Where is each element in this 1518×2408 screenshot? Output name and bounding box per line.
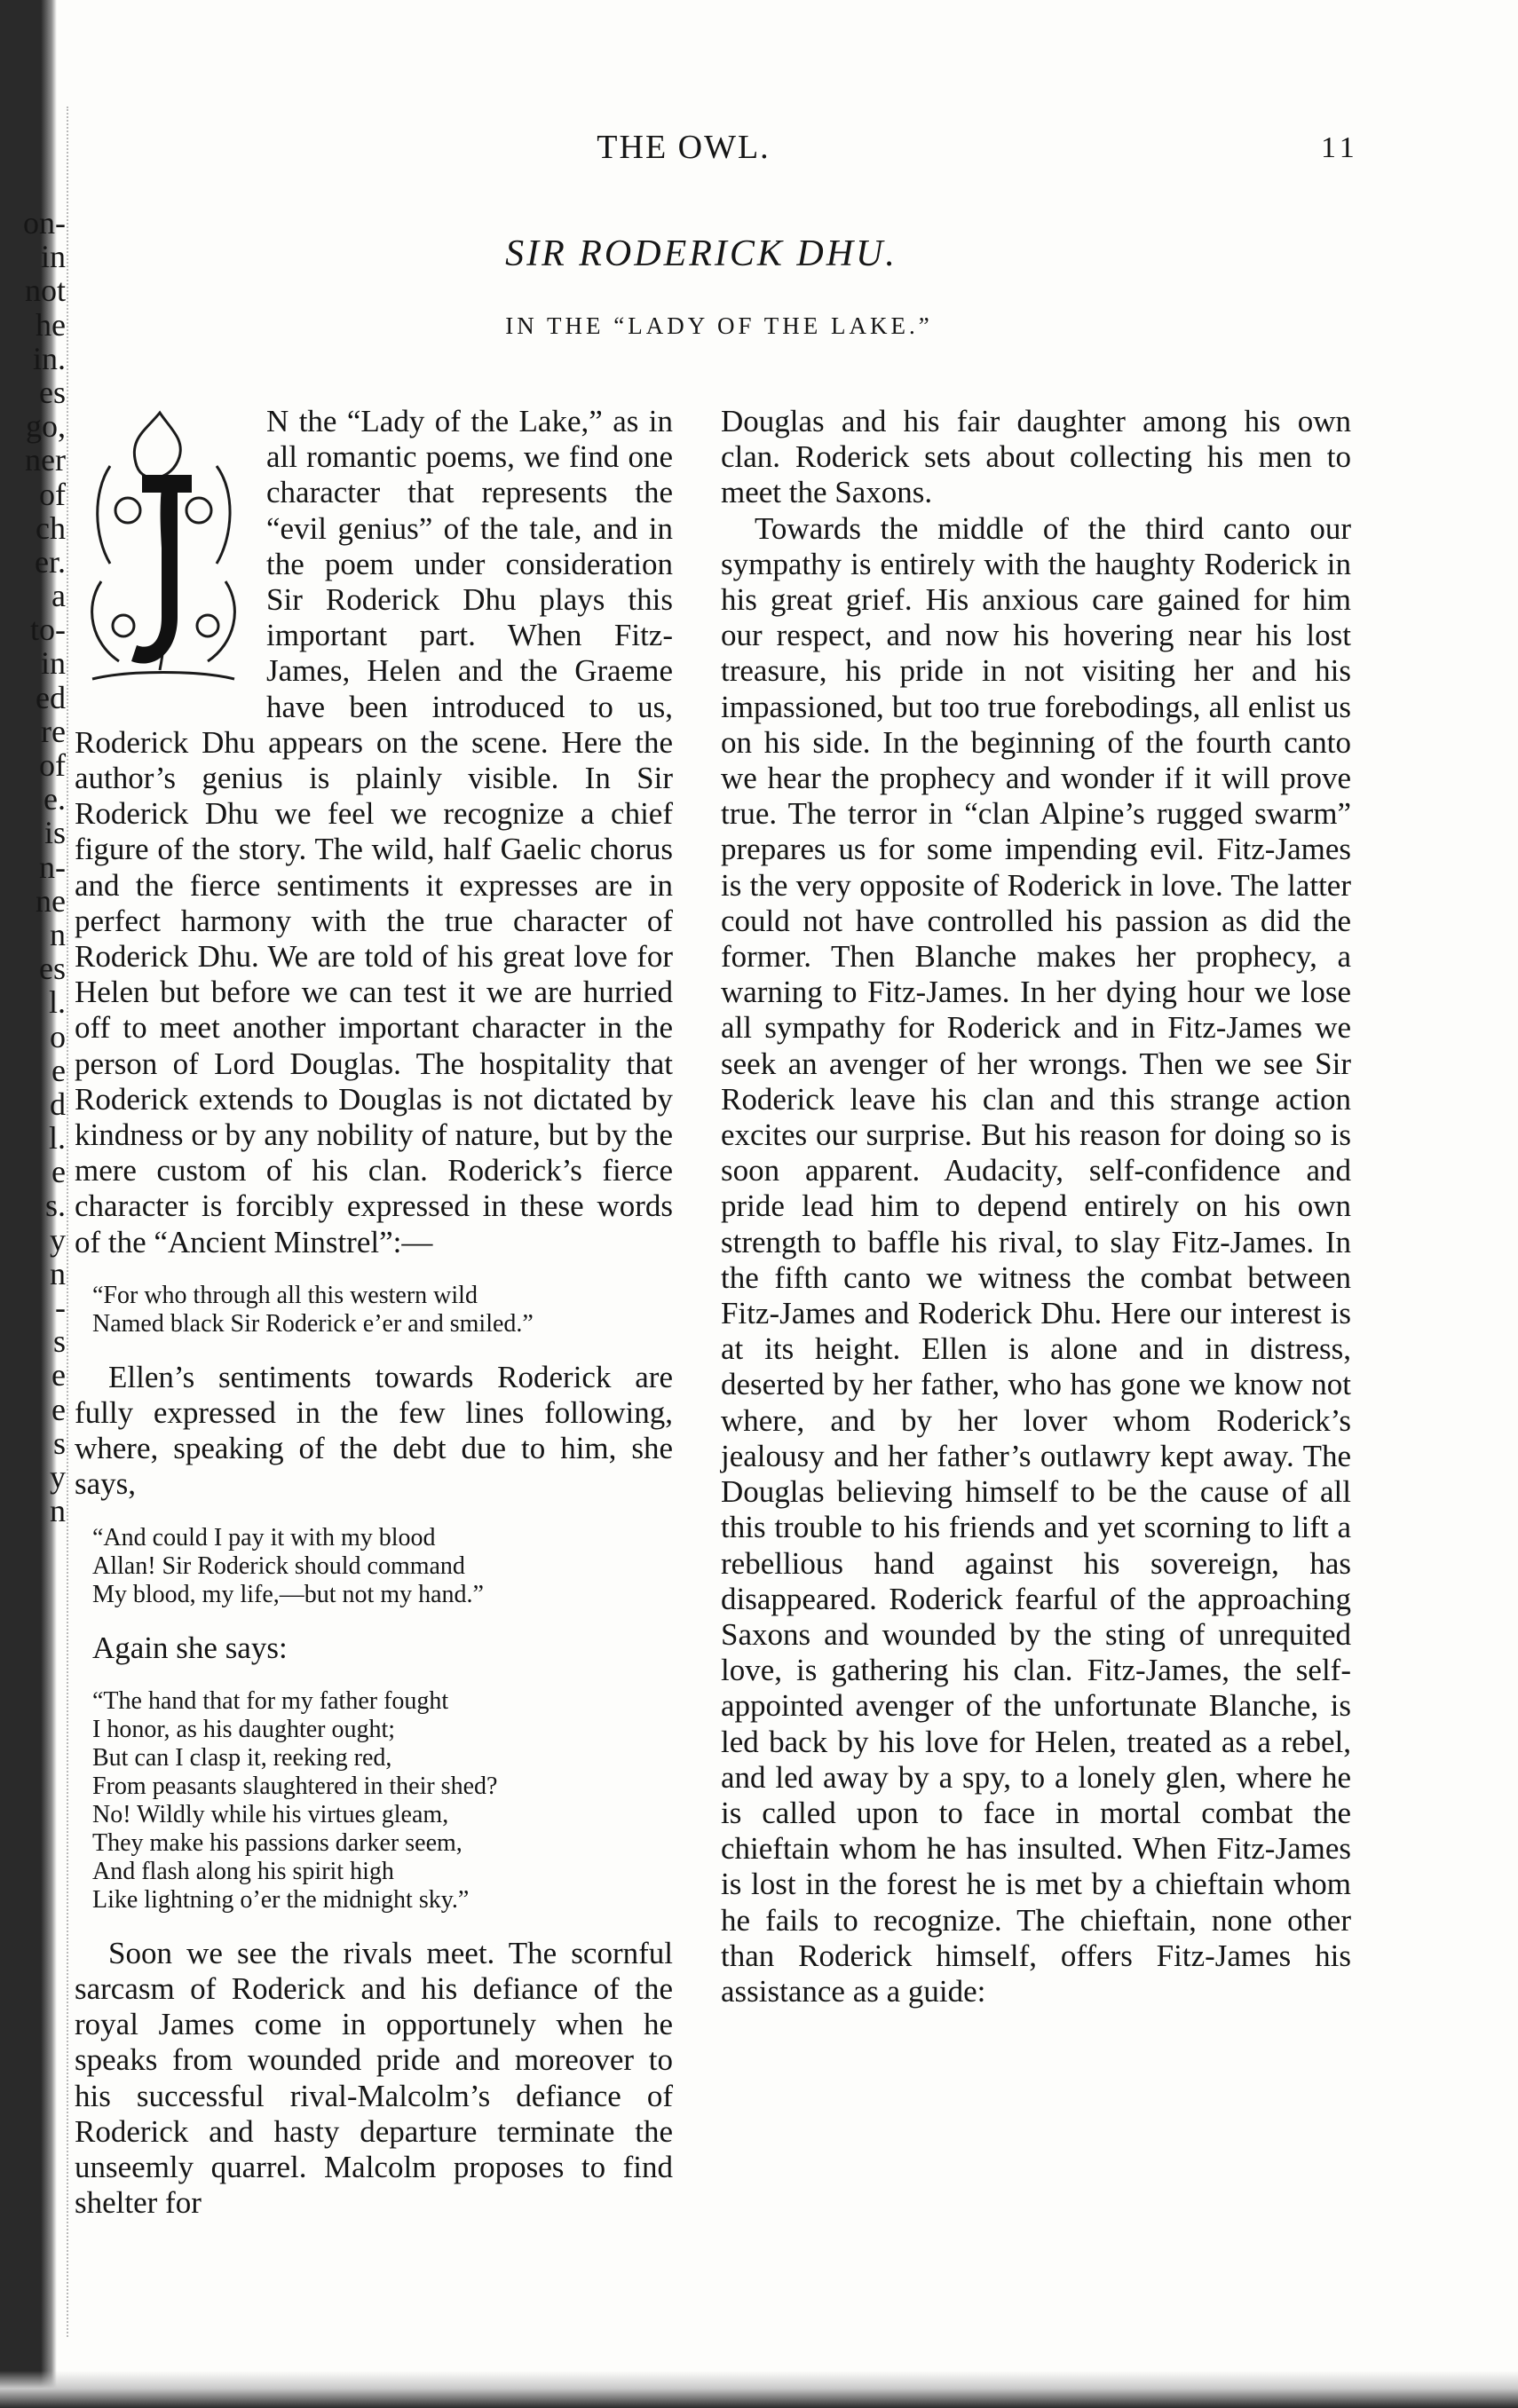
fragment-line: n- [39, 849, 66, 885]
fragment-line: - [55, 1290, 66, 1325]
article-title: SIR RODERICK DHU. [505, 233, 897, 274]
verse-quote-2 [92, 1524, 673, 1609]
running-head: THE OWL. [597, 129, 771, 166]
fragment-line: l. [48, 1120, 66, 1157]
fragment-line: in. [32, 340, 66, 376]
fragment-line: s [52, 1425, 66, 1461]
fragment-line: e [51, 1391, 66, 1427]
verse-line: My blood, my life,—but not my hand.” [92, 1580, 484, 1608]
verse-line: I honor, as his daughter ought; [92, 1715, 396, 1743]
fragment-line: es [39, 374, 66, 410]
fragment-line: y [50, 1221, 66, 1258]
verse-line: Named black Sir Roderick e’er and smiled.” [92, 1309, 534, 1338]
paragraph: Douglas and his fair daughter among his own clan. Roderick sets about collecting his men to meet the Saxons. [721, 404, 1351, 510]
paragraph: Towards the middle of the third canto our sympathy is entirely with the haughty Roderick in his great grief. His anxious care gained for him our respect, and now his hovering near his lost treasure, his pride in not visiting her and his impassioned, but too true forebodings, all enlist us on his side. In the beginning of the fourth canto we hear the prophecy and wonder if it will prove true. The terror in “clan Alpine’s rugged swarm” prepares us for some impending evil. Fitz-James is the very opposite of Roderick in love. The latter could not have controlled his passion as did the former. Then Blanche makes her prophecy, a warning to Fitz-James. In her dying hour we lose all sympathy for Roderick and in Fitz-James we seek an avenger of her wrongs. Then we see Sir Roderick leave his clan and this strange action excites our surprise. But his reason for doing so is soon apparent. Audacity, self-confidence and pride lead him to depend entirely on his own strength to baffle his rival, to slay Fitz-James. In the fifth canto we witness the combat between Fitz-James and Roderick Dhu. Here our interest is at its height. Ellen is alone and in distress, deserted by her father, who has gone we know not where, and by her lover whom Roderick’s jealousy and her father’s outlawry kept away. The Douglas believing himself to be the cause of all this trouble to his friends and yet scorning to lift a rebellious hand against his sovereign, has disappeared. Roderick fearful of the approaching Saxons and wounded by the sting of unrequited love, is gathering his clan. Fitz-James, the self-appointed avenger of the unfortunate Blanche, is led back by his love for Helen, treated as a rebel, and led away by a spy, to a lonely glen, where he is called upon to face in mortal combat the chieftain whom he has insulted. When Fitz-James is lost in the forest he is met by a chieftain whom he fails to recognize. The chieftain, none other than Roderick himself, offers Fitz-James his assistance as a guide: [721, 510, 1351, 2009]
fragment-line: is [43, 815, 66, 851]
verse-line: “For who through all this western wild [92, 1281, 478, 1309]
fragment-line: s [52, 1323, 66, 1360]
fragment-line: y [50, 1458, 66, 1495]
fragment-line: he [36, 306, 66, 343]
verse-quote-3 [92, 1687, 673, 1915]
fragment-line: go, [26, 408, 66, 445]
verse-line: They make his passions darker seem, [92, 1828, 463, 1857]
paragraph: Soon we see the rivals meet. The scornful sarcasm of Roderick and his defiance of the royal James come in opportunely when he speaks from wounded pride and moreover to his successful rival-Malcolm’s defiance of Roderick and hasty departure terminate the unseemly quarrel. Malcolm proposes to find shelter for [75, 1935, 673, 2221]
verse-quote-1 [92, 1282, 673, 1338]
verse-line: “The hand that for my father fought [92, 1686, 449, 1715]
fragment-line: e [51, 1052, 66, 1088]
fragment-line: ed [36, 679, 66, 715]
fragment-line: s. [44, 1188, 66, 1224]
fragment-line: ner [25, 442, 66, 478]
fragment-line: l. [48, 984, 66, 1021]
fragment-line: ch [36, 509, 66, 546]
verse-line: From peasants slaughtered in their shed? [92, 1772, 498, 1800]
page-number: 11 [1321, 131, 1359, 164]
fragment-line: o [50, 1018, 66, 1054]
fragment-line: in [40, 645, 66, 682]
fragment-line: er. [35, 543, 66, 580]
verse-line: “And could I pay it with my blood [92, 1523, 436, 1551]
verse-line: No! Wildly while his virtues gleam, [92, 1800, 449, 1828]
fragment-line: not [24, 272, 66, 309]
ornamental-dropcap [75, 404, 252, 699]
fragment-line: n [50, 916, 66, 952]
fragment-line: es [39, 951, 66, 987]
fragment-line: n [50, 1255, 66, 1291]
fragment-line: n [50, 1493, 66, 1529]
fragment-line: of [39, 747, 66, 783]
fragment-line: ne [36, 882, 66, 919]
verse-line: And flash along his spirit high [92, 1857, 394, 1885]
right-column [721, 404, 1351, 2009]
fragment-line: a [51, 578, 66, 614]
previous-page-column [0, 206, 71, 1528]
paragraph: Ellen’s sentiments towards Roderick are fully expressed in the few lines following, where, speaking of the debt due to him, she says, [75, 1359, 673, 1502]
verse-line: Like lightning o’er the midnight sky.” [92, 1885, 470, 1914]
page-edge-shadow [0, 2371, 1518, 2408]
fragment-line: in [40, 239, 66, 275]
ornament-icon [75, 404, 252, 699]
article-subtitle: IN THE “LADY OF THE LAKE.” [505, 312, 933, 339]
fragment-line: d [50, 1086, 66, 1122]
paragraph: N the “Lady of the Lake,” as in all romantic poems, we find one character that represents the “evil genius” of the tale, and in the poem under consideration Sir Roderick Dhu plays this important part. When Fitz-James, Helen and the Graeme have been introduced to us, Roderick Dhu appears on the scene. Here the author’s genius is plainly visible. In Sir Roderick Dhu we feel we recognize a chief figure of the story. The wild, half Gaelic chorus and the fierce sentiments it expresses are in perfect harmony with the true character of Roderick Dhu. We are told of his great love for Helen but before we can test it we are hurried off to meet another important character in the person of Lord Douglas. The hospitality that Roderick extends to Douglas is not dictated by kindness or by any nobility of nature, but by the mere custom of his clan. Roderick’s fierce character is forcibly expressed in these words of the “Ancient Minstrel”:— [75, 404, 673, 1259]
paragraph: Again she says: [92, 1630, 288, 1665]
fragment-line: e [51, 1154, 66, 1190]
fragment-line: e [51, 1357, 66, 1393]
left-column [75, 404, 673, 2221]
fragment-line: on- [23, 205, 66, 241]
fragment-line: to- [30, 612, 66, 648]
verse-line: But can I clasp it, reeking red, [92, 1743, 392, 1772]
verse-line: Allan! Sir Roderick should command [92, 1551, 465, 1580]
fragment-line: of [39, 476, 66, 512]
fragment-line: e. [43, 781, 66, 817]
fragment-line: re [41, 713, 66, 749]
